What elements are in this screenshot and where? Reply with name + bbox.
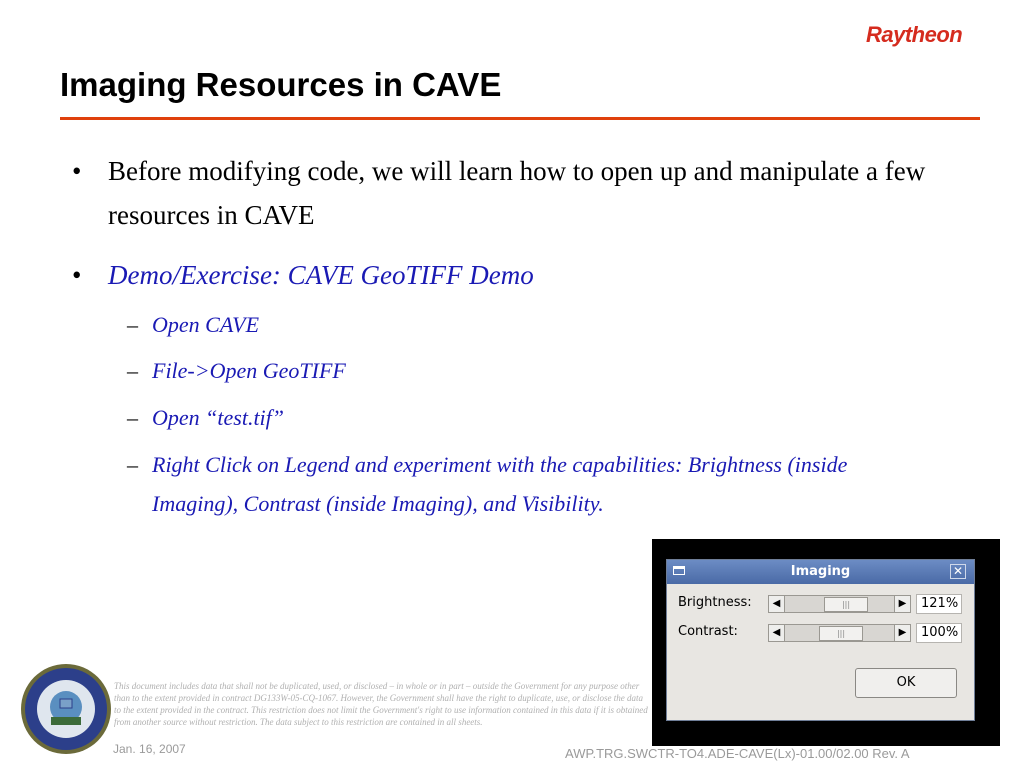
legal-disclaimer: This document includes data that shall not be duplicated, used, or disclosed – in whole or in part – outside the Government for any purpose other than to the extent provided in contract DG133W-05-CQ-1067. However, the Government shall have the right to duplicate, use, or disclose the data to the extent provided in the contract. This restriction does not limit the Government's right to use information contained in this data if it is obtained from another source without restriction. The data subject to this restriction are contained in all sheets. [114,681,648,727]
sub-item-open-cave: Open CAVE [152,312,260,337]
arrow-right-icon[interactable]: ▶ [894,596,910,612]
bullet-text-intro: Before modifying code, we will learn how to open up and manipulate a few resources in CAVE [108,156,926,230]
contrast-label: Contrast: [678,624,738,639]
brightness-slider[interactable] [768,595,911,613]
bullet-marker: • [72,156,82,186]
sub-item-marker: – [127,358,138,383]
arrow-left-icon[interactable]: ◀ [769,625,785,641]
title-divider [60,117,980,120]
sub-item-marker: – [127,405,138,430]
sub-item-right-click-legend: Right Click on Legend and experiment with the capabilities: Brightness (inside Imaging), Contrast (inside Imaging), and Visibility. [152,452,848,516]
sub-item-marker: – [127,452,138,477]
sub-item-open-geotiff: File->Open GeoTIFF [152,358,346,383]
arrow-left-icon[interactable]: ◀ [769,596,785,612]
brightness-label: Brightness: [678,595,752,610]
raytheon-logo: Raytheon [866,22,963,47]
contrast-value[interactable]: 100% [916,623,962,643]
brightness-value[interactable]: 121% [916,594,962,614]
sub-item-open-test-tif: Open “test.tif” [152,405,285,430]
dialog-titlebar[interactable] [667,560,974,584]
slide-date: Jan. 16, 2007 [113,742,186,756]
contrast-slider-thumb[interactable]: ||| [819,626,863,641]
close-icon[interactable]: ✕ [950,564,966,579]
dialog-title: Imaging [790,564,851,579]
bullet-marker: • [72,260,82,290]
contrast-slider[interactable] [768,624,911,642]
ok-button[interactable]: OK [855,668,957,698]
team-badge-icon [20,663,112,755]
slide-title: Imaging Resources in CAVE [60,66,502,103]
brightness-slider-thumb[interactable]: ||| [824,597,868,612]
bullet-text-demo: Demo/Exercise: CAVE GeoTIFF Demo [108,260,534,290]
arrow-right-icon[interactable]: ▶ [894,625,910,641]
imaging-dialog [666,559,975,721]
sub-item-marker: – [127,312,138,337]
document-id: AWP.TRG.SWCTR-TO4.ADE-CAVE(Lx)-01.00/02.00 Rev. A [565,746,910,761]
